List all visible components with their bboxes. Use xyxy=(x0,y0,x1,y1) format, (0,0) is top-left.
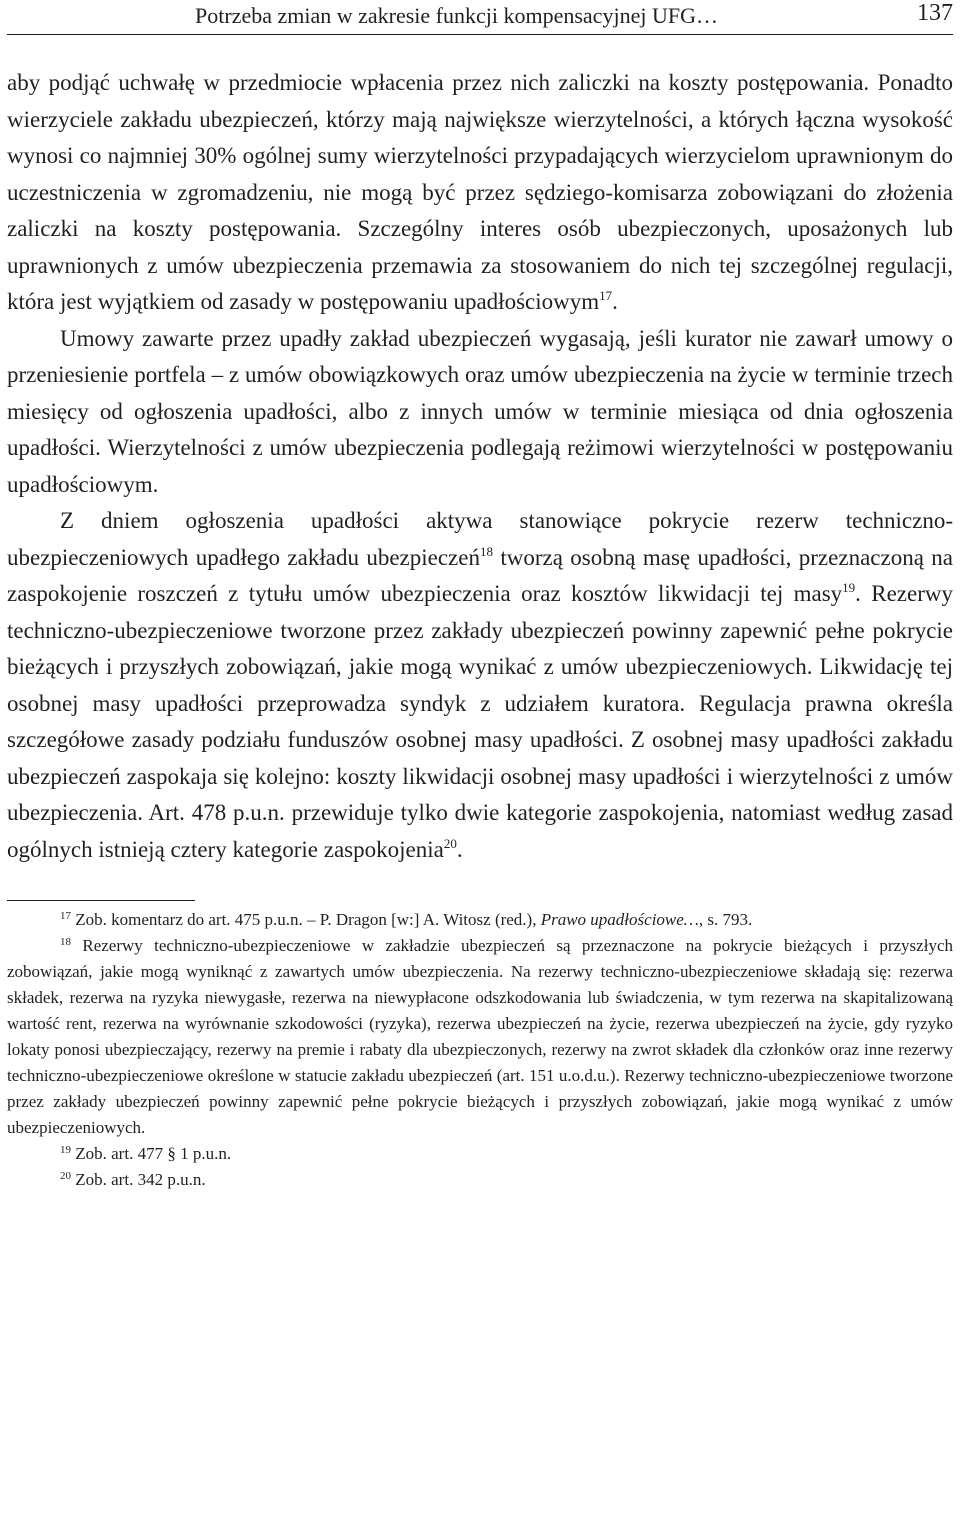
footnotes xyxy=(7,907,953,1193)
footnote-19-text: Zob. art. 477 § 1 p.u.n. xyxy=(71,1144,232,1163)
paragraph-3 xyxy=(7,503,953,868)
page-number: 137 xyxy=(917,0,953,26)
footnote-ref-18[interactable]: 18 xyxy=(479,543,493,559)
footnote-17-text: Zob. komentarz do art. 475 p.u.n. – P. Dragon [w:] A. Witosz (red.), xyxy=(71,910,541,929)
footnote-separator xyxy=(7,900,195,901)
footnote-20-number: 20 xyxy=(60,1170,71,1182)
footnote-19-number: 19 xyxy=(60,1144,71,1156)
paragraph-3-end: . xyxy=(456,836,463,862)
paragraph-3-text-c: . Rezerwy techniczno-ubezpieczeniowe tworzone przez zakłady ubezpieczeń powinny zapewnić pełne pokrycie bieżących i przyszłych zobowiązań, jakie mogą wynikać z umów ubezpieczeniowych. Likwidację tej osobnej masy upadłości przeprowadza syndyk z udziałem kuratora. Regulacja prawna określa szczegółowe zasady podziału funduszów osobnej masy upadłości. Z osobnej masy upadłości zakładu ubezpieczeń zaspokaja się kolejno: koszty likwidacji osobnej masy upadłości i wierzytelności z umów ubezpieczenia. Art. 478 p.u.n. przewiduje tylko dwie kategorie zaspokojenia, natomiast według zasad ogólnych istnieją cztery kategorie zaspokojenia xyxy=(7,581,953,862)
footnote-17-tail: , s. 793. xyxy=(698,910,753,929)
footnote-17-number: 17 xyxy=(60,910,71,922)
footnote-18-number: 18 xyxy=(60,936,71,948)
running-header xyxy=(7,0,953,35)
paragraph-1 xyxy=(7,65,953,321)
paragraph-2: Umowy zawarte przez upadły zakład ubezpieczeń wygasają, jeśli kurator nie zawarł umowy o przeniesienie portfela – z umów obowiązkowych oraz umów ubezpieczenia na życie w terminie trzech miesięcy od ogłoszenia upadłości, albo z innych umów w terminie miesiąca od dnia ogłoszenia upadłości. Wierzytelności z umów ubezpieczenia podlegają reżimowi wierzytelności w postępowaniu upadłościowym. xyxy=(7,325,953,497)
document-page xyxy=(7,0,953,1193)
footnote-17 xyxy=(7,907,953,933)
footnote-ref-17[interactable]: 17 xyxy=(599,288,613,303)
paragraph-3-text-a: Z dniem ogłoszenia upadłości aktywa stanowiące pokrycie rezerw techniczno-ubezpieczeniowych upadłego zakładu ubezpieczeń xyxy=(7,508,953,570)
body-text xyxy=(7,65,953,868)
paragraph-3-text-b: tworzą osobną masę upadłości, przeznaczoną na zaspokojenie roszczeń z tytułu umów ubezpieczenia oraz kosztów likwidacji tej masy xyxy=(7,544,953,606)
footnote-20 xyxy=(7,1167,953,1193)
running-title: Potrzeba zmian w zakresie funkcji kompensacyjnej UFG… xyxy=(195,3,718,28)
footnote-19 xyxy=(7,1141,953,1167)
paragraph-1-text: aby podjąć uchwałę w przedmiocie wpłacenia przez nich zaliczki na koszty postępowania. Ponadto wierzyciele zakładu ubezpieczeń, którzy mają największe wierzytelności, a których łączna wysokość wynosi co najmniej 30% ogólnej sumy wierzytelności przypadających wierzycielom uprawnionym do uczestniczenia w zgromadzeniu, nie mogą być przez sędziego-komisarza zobowiązani do złożenia zaliczki na koszty postępowania. Szczególny interes osób ubezpieczonych, uposażonych lub uprawnionych z umów ubezpieczenia przemawia za stosowaniem do nich tej szczególnej regulacji, która jest wyjątkiem od zasady w postępowaniu upadłościowym xyxy=(7,70,953,314)
footnote-20-text: Zob. art. 342 p.u.n. xyxy=(71,1170,206,1189)
footnote-18 xyxy=(7,933,953,1141)
footnote-18-text: Rezerwy techniczno-ubezpieczeniowe w zakładzie ubezpieczeń są przeznaczone na pokrycie bieżących i przyszłych zobowiązań, jakie mogą wyniknąć z zawartych umów ubezpieczenia. Na rezerwy techniczno-ubezpieczeniowe składają się: rezerwa składek, rezerwa na ryzyka niewygasłe, rezerwa na niewypłacone odszkodowania lub świadczenia, w tym rezerwa na skapitalizowaną wartość rent, rezerwa na wyrównanie szkodowości (ryzyka), rezerwa ubezpieczeń na życie, rezerwa ubezpieczeń na życie, gdy ryzyko lokaty ponosi ubezpieczający, rezerwy na premie i rabaty dla ubezpieczonych, rezerwy na zwrot składek dla członków oraz inne rezerwy techniczno-ubezpieczeniowe określone w statucie zakładu ubezpieczeń (art. 151 u.o.d.u.). Rezerwy techniczno-ubezpieczeniowe tworzone przez zakłady ubezpieczeń powinny zapewnić pełne pokrycie bieżących i przyszłych zobowiązań, jakie mogą wynikać z umów ubezpieczeniowych. xyxy=(7,936,953,1137)
footnote-ref-19[interactable]: 19 xyxy=(842,580,856,595)
paragraph-1-end: . xyxy=(612,289,618,314)
footnote-17-title: Prawo upadłościowe… xyxy=(540,910,699,929)
footnote-ref-20[interactable]: 20 xyxy=(443,835,457,851)
